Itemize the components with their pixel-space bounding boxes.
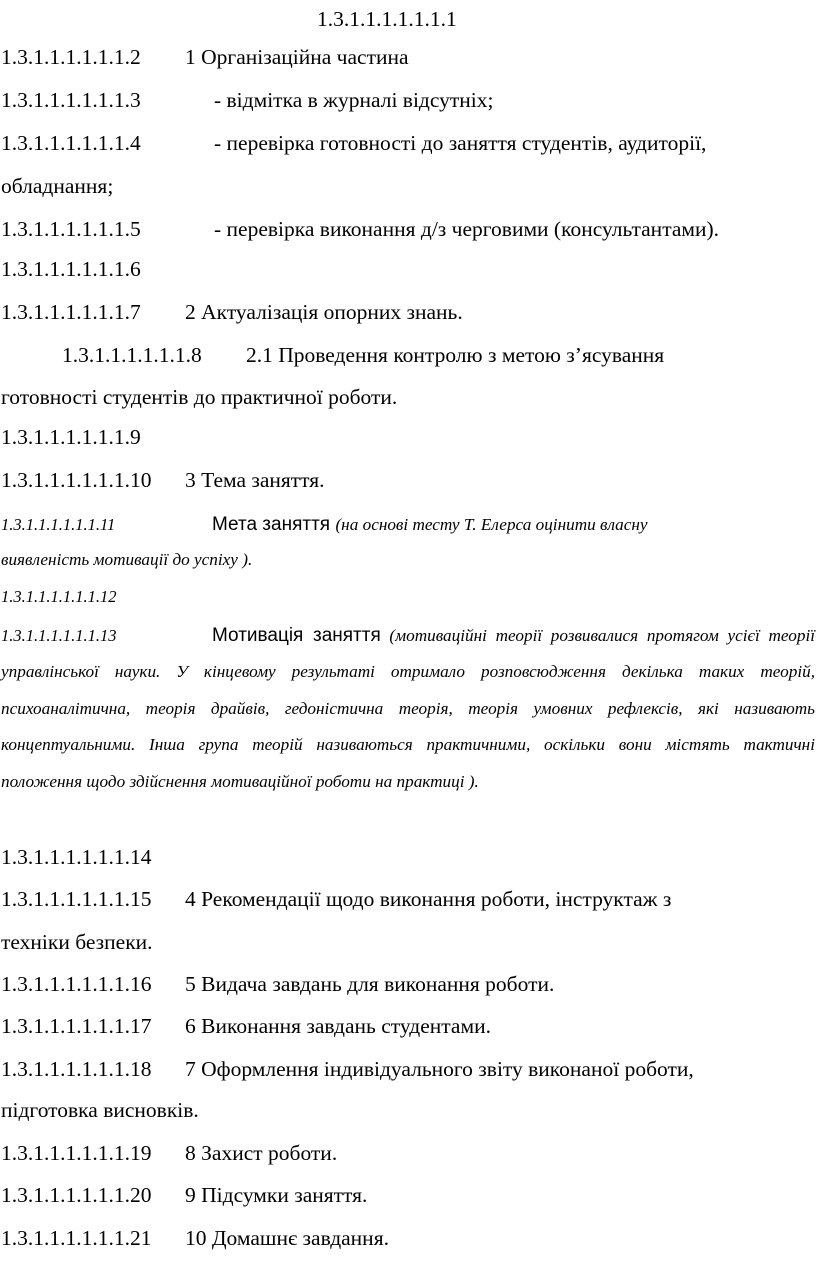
item-continuation: техніки безпеки. (1, 930, 153, 954)
item-text: 9 Підсумки заняття. (185, 1183, 368, 1207)
list-item (1, 256, 141, 282)
item-number: 1.3.1.1.1.1.1.1.12 (1, 587, 117, 606)
list-item (1, 44, 409, 70)
goal-number: 1.3.1.1.1.1.1.1.11 (1, 515, 116, 534)
item-number: 1.3.1.1.1.1.1.1.8 (62, 343, 202, 367)
item-number: 1.3.1.1.1.1.1.1.7 (1, 300, 141, 324)
motivation-label: Мотивація заняття (212, 625, 381, 646)
item-number: 1.3.1.1.1.1.1.1.9 (1, 425, 141, 449)
motivation-text: (мотиваційні теорії розвивалися протягом усієї теорії управлінської науки. У кінцевому результаті отримало розповсюдження декілька таких теорій, психоаналітична, теорія драйвів, гедоністична теорія, теорія умовних рефлексів, які називають концептуальними. Інша група теорій називаються практичними, оскільки вони містять тактичні положення щодо здійснення мотиваційної роботи на практиці ). (1, 626, 815, 791)
list-item (1, 1140, 337, 1166)
item-number: 1.3.1.1.1.1.1.1.17 (1, 1014, 152, 1038)
item-continuation: обладнання; (1, 174, 114, 198)
item-number: 1.3.1.1.1.1.1.1.2 (1, 45, 141, 69)
item-text: 1 Організаційна частина (185, 45, 409, 69)
item-text: - перевірка готовності до заняття студентів, аудиторії, (214, 131, 707, 155)
item-text: - відмітка в журналі відсутніх; (214, 88, 494, 112)
item-number: 1.3.1.1.1.1.1.1.14 (1, 845, 152, 869)
goal-continuation: виявленість мотивації до успіху ). (1, 550, 253, 569)
list-item (1, 299, 463, 325)
item-continuation: готовності студентів до практичної роботи. (1, 385, 398, 409)
item-text: 8 Захист роботи. (185, 1141, 338, 1165)
item-text: 2.1 Проведення контролю з метою з’ясування (246, 343, 665, 367)
item-text: 5 Видача завдань для виконання роботи. (185, 972, 555, 996)
list-item (1, 130, 706, 156)
item-text: 2 Актуалізація опорних знань. (185, 300, 463, 324)
list-item (1, 844, 152, 870)
list-item (1, 1225, 389, 1251)
item-text: 7 Оформлення індивідуального звіту виконаної роботи, (185, 1057, 694, 1081)
item-number: 1.3.1.1.1.1.1.1.3 (1, 88, 141, 112)
item-text: 4 Рекомендації щодо виконання роботи, інструктаж з (185, 887, 672, 911)
motivation-number: 1.3.1.1.1.1.1.1.13 (1, 626, 117, 645)
list-item (1, 467, 325, 493)
item-number: 1.3.1.1.1.1.1.1.15 (1, 887, 152, 911)
item-text: - перевірка виконання д/з черговими (консультантами). (214, 217, 720, 241)
list-item (62, 342, 664, 368)
list-item (1, 87, 493, 113)
item-text: 10 Домашнє завдання. (185, 1226, 389, 1250)
list-item (1, 886, 671, 912)
list-item (1, 1013, 491, 1039)
list-item (1, 216, 719, 242)
list-item (1, 1056, 694, 1082)
goal-label: Мета заняття (212, 514, 331, 535)
item-number: 1.3.1.1.1.1.1.1.20 (1, 1183, 152, 1207)
goal-line (1, 510, 648, 538)
item-text: 6 Виконання завдань студентами. (185, 1014, 491, 1038)
item-number: 1.3.1.1.1.1.1.1.6 (1, 257, 141, 281)
item-number: 1.3.1.1.1.1.1.1.16 (1, 972, 152, 996)
item-continuation: підготовка висновків. (1, 1098, 199, 1122)
list-item (1, 424, 141, 450)
item-number: 1.3.1.1.1.1.1.1.21 (1, 1226, 152, 1250)
heading-number: 1.3.1.1.1.1.1.1.1 (317, 7, 457, 31)
item-text: 3 Тема заняття. (185, 468, 325, 492)
list-item (1, 971, 554, 997)
item-number: 1.3.1.1.1.1.1.1.4 (1, 131, 141, 155)
item-number: 1.3.1.1.1.1.1.1.18 (1, 1057, 152, 1081)
list-item (1, 1182, 367, 1208)
goal-text: (на основі тесту Т. Елерса оцінити власну (335, 515, 648, 534)
item-number: 1.3.1.1.1.1.1.1.19 (1, 1141, 152, 1165)
motivation-paragraph (1, 618, 815, 800)
item-number: 1.3.1.1.1.1.1.1.5 (1, 217, 141, 241)
item-number: 1.3.1.1.1.1.1.1.10 (1, 468, 152, 492)
